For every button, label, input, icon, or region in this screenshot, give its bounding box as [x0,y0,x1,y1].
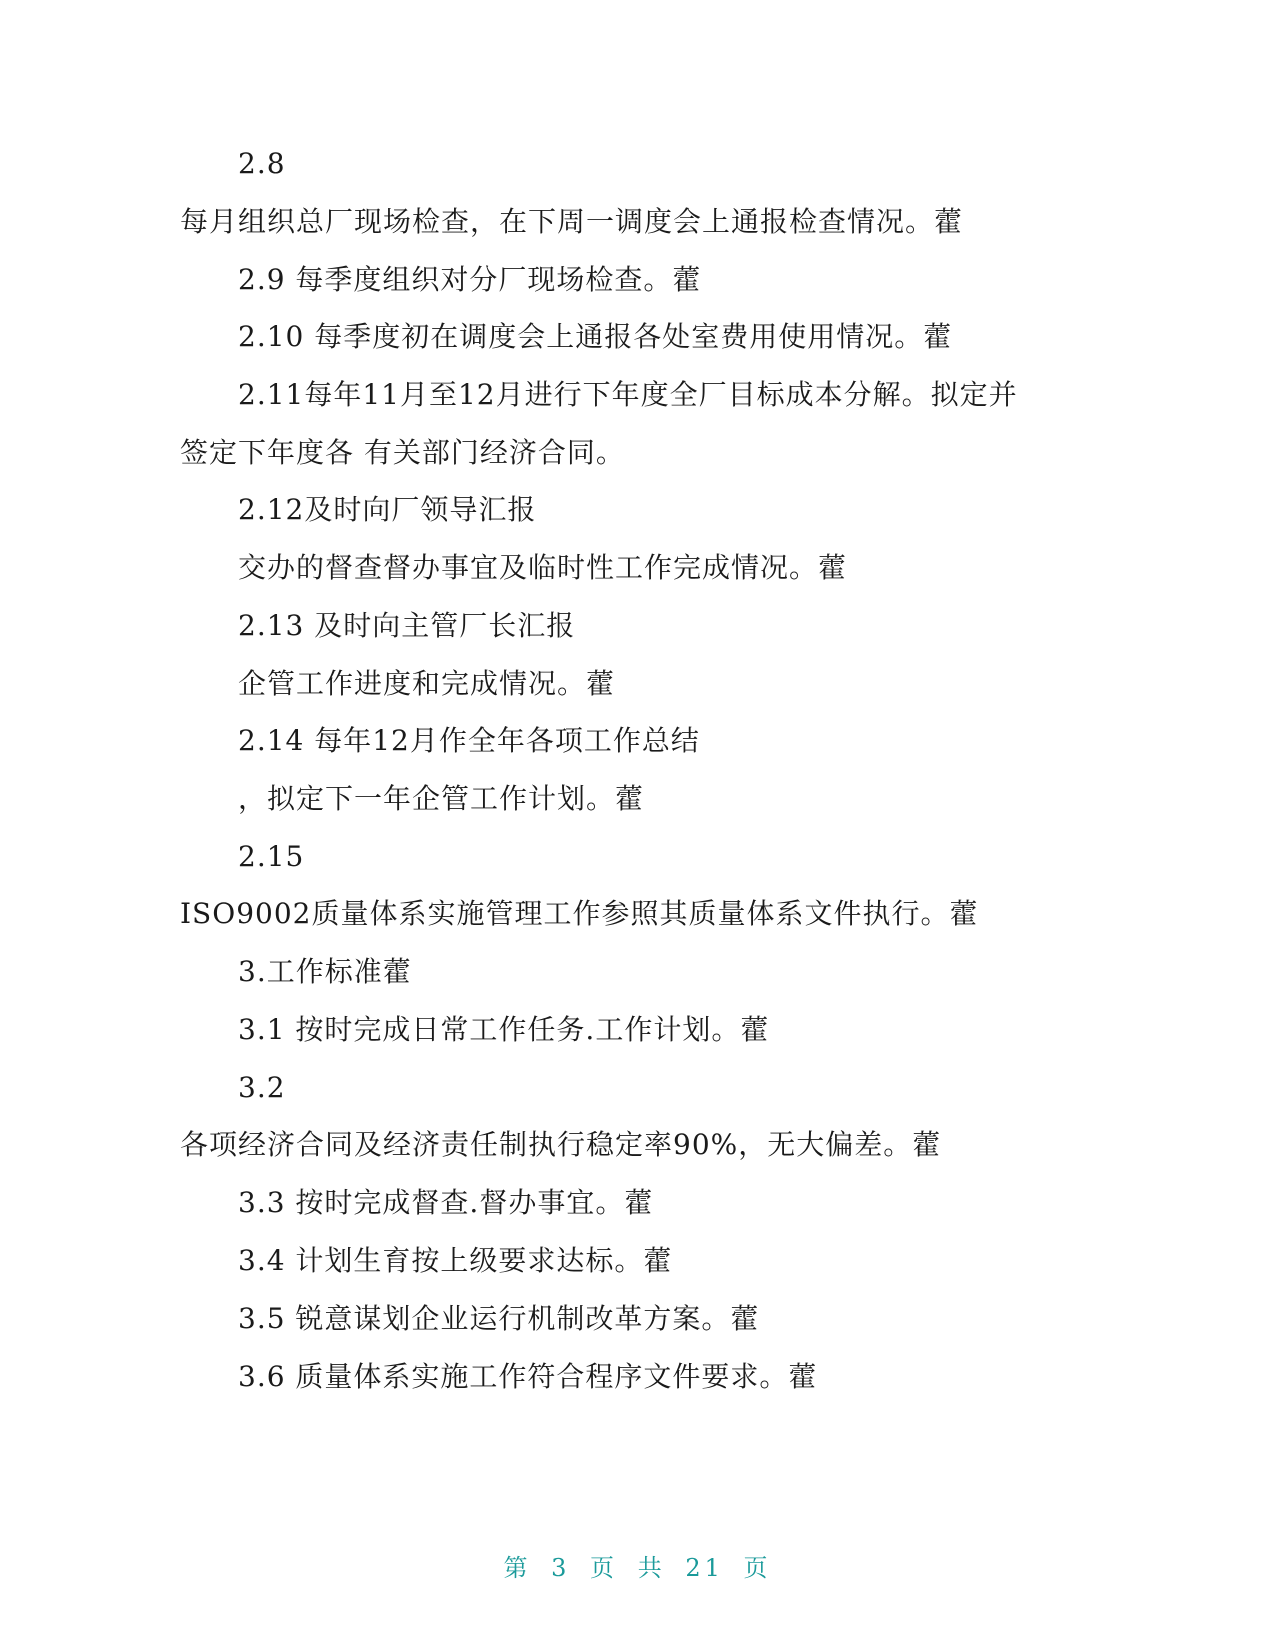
text-line: 2.9 每季度组织对分厂现场检查。藿 [238,263,702,296]
text-line: 3.1 按时完成日常工作任务.工作计划。藿 [238,1013,770,1046]
text-line: 交办的督查督办事宜及临时性工作完成情况。藿 [238,551,848,584]
text-line: 3.5 锐意谋划企业运行机制改革方案。藿 [238,1302,760,1335]
text-line: 签定下年度各 有关部门经济合同。 [180,436,625,469]
text-line: 2.15 [238,840,305,873]
text-line: ISO9002质量体系实施管理工作参照其质量体系文件执行。藿 [180,897,979,930]
text-line: 2.13 及时向主管厂长汇报 [238,609,576,642]
text-line: ，拟定下一年企管工作计划。藿 [238,782,645,815]
footer-suffix: 页 [743,1554,772,1582]
footer-page-word: 页 [590,1554,619,1582]
page-footer [0,1548,1275,1583]
footer-total-word: 共 [637,1554,666,1582]
current-page-number: 3 [551,1554,571,1582]
text-line: 3.2 [238,1071,286,1104]
text-line: 3.3 按时完成督查.督办事宜。藿 [238,1186,654,1219]
text-line: 2.14 每年12月作全年各项工作总结 [238,724,700,757]
text-line: 3.6 质量体系实施工作符合程序文件要求。藿 [238,1360,818,1393]
text-line: 3.4 计划生育按上级要求达标。藿 [238,1244,673,1277]
section-heading: 3.工作标准藿 [238,955,412,988]
text-line: 2.12及时向厂领导汇报 [238,493,537,526]
footer-prefix: 第 [503,1554,532,1582]
text-line: 各项经济合同及经济责任制执行稳定率90%，无大偏差。藿 [180,1128,942,1161]
text-line: 2.11每年11月至12月进行下年度全厂目标成本分解。拟定并 [238,378,1018,411]
text-line: 每月组织总厂现场检查，在下周一调度会上通报检查情况。藿 [180,205,964,238]
text-line: 企管工作进度和完成情况。藿 [238,667,616,700]
total-pages-number: 21 [685,1554,724,1582]
text-line: 2.10 每季度初在调度会上通报各处室费用使用情况。藿 [238,320,953,353]
text-line: 2.8 [238,147,286,180]
